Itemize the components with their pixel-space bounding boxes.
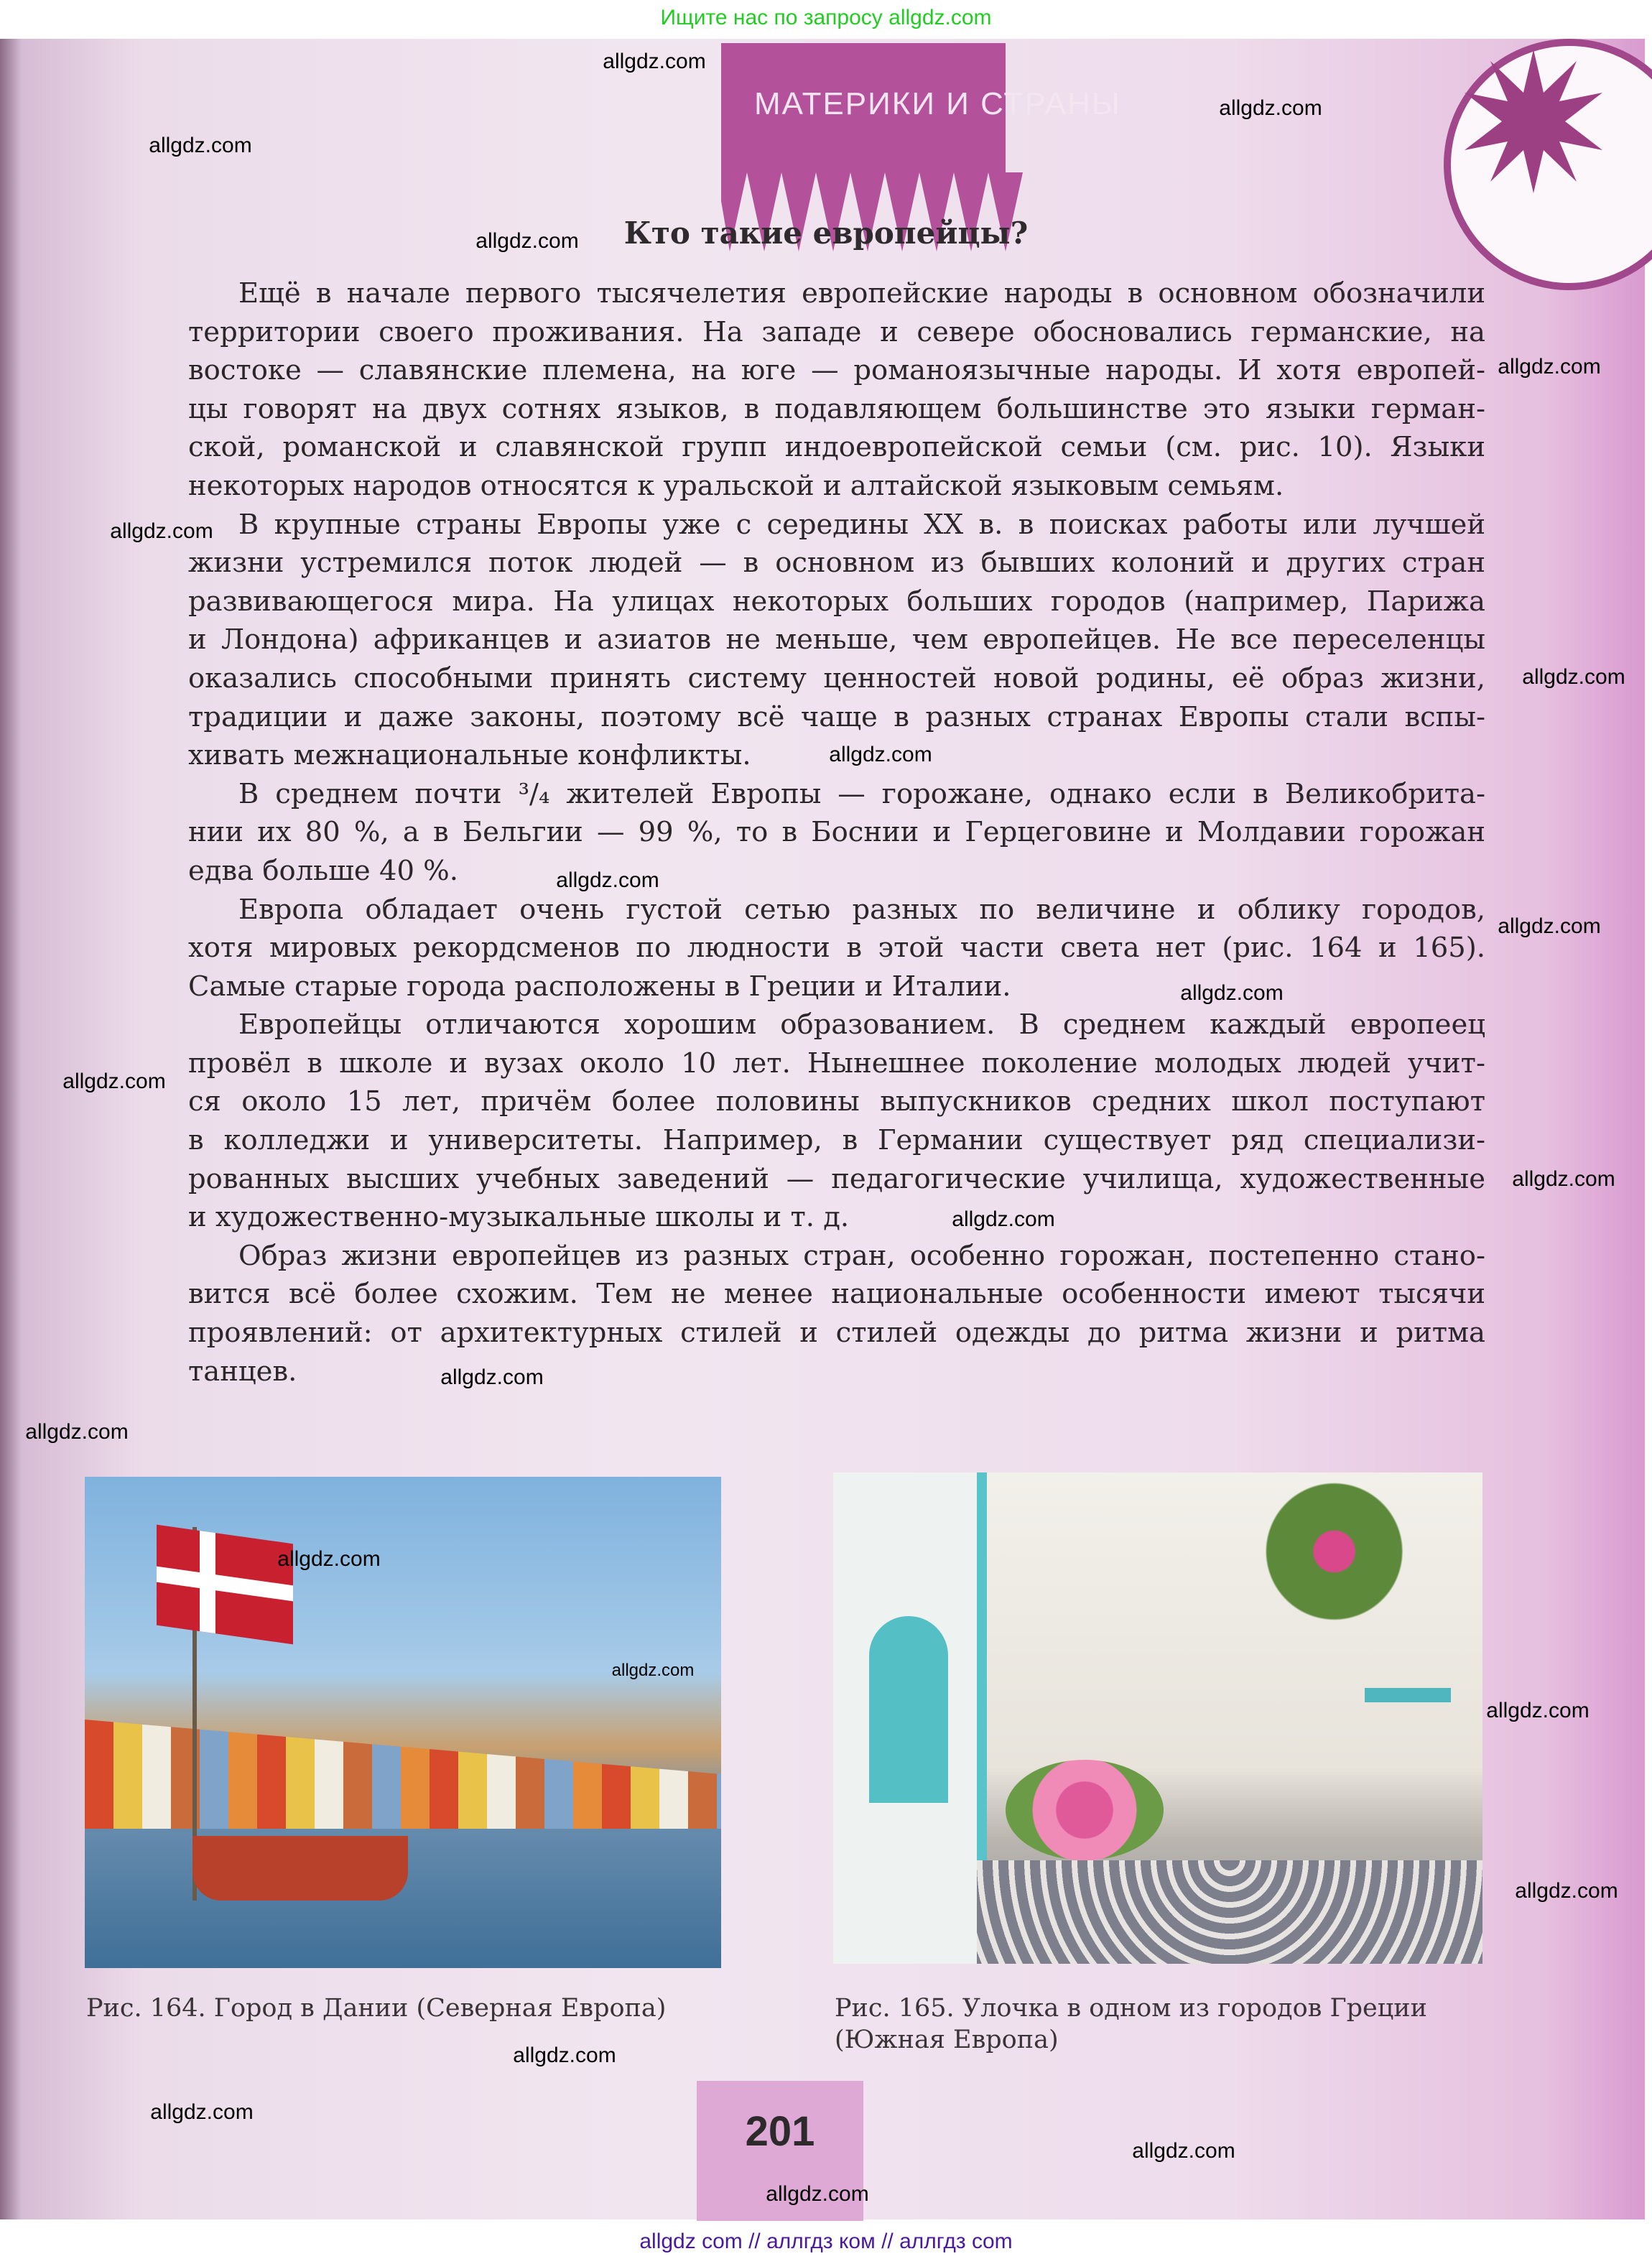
bottom-banner: allgdz com // аллгдз ком // аллгдз com <box>639 2230 1013 2253</box>
text-line: Европа обладает очень густой сетью разных по величине и облику городов, <box>238 893 1485 926</box>
text-line: хотя мировых рекордсменов по людности в этой части света нет (рис. 164 и 165). <box>188 932 1485 965</box>
paragraph <box>188 775 1485 891</box>
text-line: жизни устремился поток людей — в основном из бывших колоний и других стран <box>188 547 1485 580</box>
watermark: allgdz.com <box>110 519 213 543</box>
paragraph <box>188 891 1485 1006</box>
text-line: и художественно-музыкальные школы и т. д. <box>188 1201 850 1234</box>
text-line: Самые старые города расположены в Греции и Италии. <box>188 970 1011 1003</box>
figure-caption-165 <box>835 1992 1427 2056</box>
text-line: хивать межнациональные конфликты. <box>188 739 751 772</box>
watermark: allgdz.com <box>556 868 659 892</box>
watermark: allgdz.com <box>25 1420 129 1444</box>
paragraph <box>188 274 1485 506</box>
text-line: ской, романской и славянской групп индоевропейской семьи (см. рис. 10). Языки <box>188 431 1485 464</box>
watermark: allgdz.com <box>1515 1879 1618 1903</box>
text-line: В крупные страны Европы уже с середины XX в. в поисках работы или лучшей <box>238 508 1485 541</box>
text-line: ся около 15 лет, причём более половины выпускников средних школ поступают <box>188 1085 1485 1118</box>
watermark: allgdz.com <box>440 1365 544 1389</box>
watermark: allgdz.com <box>952 1207 1055 1231</box>
text-line: нии их 80 %, а в Бельгии — 99 %, то в Боснии и Герцеговине и Молдавии горожан <box>188 816 1485 849</box>
section-title: МАТЕРИКИ И СТРАНЫ <box>754 86 1121 121</box>
star-icon <box>1458 50 1609 193</box>
text-line: Европейцы отличаются хорошим образованием. В среднем каждый европеец <box>238 1008 1485 1041</box>
figure-caption-165-line2: (Южная Европа) <box>835 2026 1059 2054</box>
text-line: В среднем почти ³/₄ жителей Европы — горожане, однако если в Великобрита- <box>238 777 1485 810</box>
figure-caption-164: Рис. 164. Город в Дании (Северная Европа) <box>86 1994 667 2023</box>
text-line: рованных высших учебных заведений — педагогические училища, художественные <box>188 1162 1485 1195</box>
text-line: традиции и даже законы, поэтому всё чаще в разных странах Европы стали вспы- <box>188 700 1485 733</box>
photo-greek-street <box>833 1472 1482 1964</box>
watermark: allgdz.com <box>1512 1167 1615 1191</box>
text-line: провёл в школе и вузах около 10 лет. Нынешнее поколение молодых людей учит- <box>188 1047 1485 1080</box>
text-line: в колледжи и университеты. Например, в Германии существует ряд специализи- <box>188 1124 1485 1157</box>
watermark: allgdz.com <box>1132 2139 1235 2163</box>
watermark: allgdz.com <box>611 1661 695 1680</box>
watermark: allgdz.com <box>1180 981 1284 1005</box>
textbook-page <box>0 39 1645 2219</box>
watermark: allgdz.com <box>829 743 932 766</box>
text-line: цы говорят на двух сотнях языков, в подавляющем большинстве это языки герман- <box>188 392 1485 425</box>
text-line: оказались способными принять систему ценностей новой родины, её образ жизни, <box>188 662 1485 695</box>
body-text <box>188 274 1485 1391</box>
paragraph <box>188 506 1485 775</box>
watermark: allgdz.com <box>277 1547 381 1571</box>
photo-denmark-city <box>85 1477 721 1968</box>
text-line: развивающегося мира. На улицах некоторых больших городов (например, Парижа <box>188 585 1485 618</box>
watermark: allgdz.com <box>149 134 252 157</box>
watermark: allgdz.com <box>62 1070 166 1093</box>
watermark: allgdz.com <box>150 2100 254 2124</box>
text-line: и Лондона) африканцев и азиатов не меньше, чем европейцев. Не все переселенцы <box>188 623 1485 657</box>
paragraph <box>188 1237 1485 1391</box>
text-line: проявлений: от архитектурных стилей и стилей одежды до ритма жизни и ритма <box>188 1317 1485 1350</box>
watermark: allgdz.com <box>1522 665 1625 689</box>
text-line: танцев. <box>188 1355 297 1388</box>
danish-flag <box>157 1525 293 1645</box>
text-line: Образ жизни европейцев из разных стран, особенно горожан, постепенно стано- <box>238 1239 1485 1272</box>
text-line: территории своего проживания. На западе и севере обосновались германские, на <box>188 315 1485 348</box>
watermark: allgdz.com <box>1498 914 1601 938</box>
watermark: allgdz.com <box>603 50 706 73</box>
watermark: allgdz.com <box>513 2043 616 2067</box>
watermark: allgdz.com <box>1219 96 1322 120</box>
text-line: Ещё в начале первого тысячелетия европейские народы в основном обозначили <box>238 277 1485 310</box>
paragraph <box>188 1006 1485 1237</box>
watermark: allgdz.com <box>766 2182 869 2206</box>
watermark: allgdz.com <box>1486 1699 1590 1722</box>
watermark: allgdz.com <box>1498 355 1601 379</box>
top-banner: Ищите нас по запросу allgdz.com <box>660 6 992 29</box>
text-line: едва больше 40 %. <box>188 854 458 887</box>
page-number: 201 <box>745 2108 815 2155</box>
figure-caption-165-line1: Рис. 165. Улочка в одном из городов Греции <box>835 1994 1427 2023</box>
text-line: некоторых народов относятся к уральской и алтайской языковым семьям. <box>188 469 1284 502</box>
text-line: востоке — славянские племена, на юге — романоязычные народы. И хотя европей- <box>188 354 1485 387</box>
watermark: allgdz.com <box>475 229 579 253</box>
text-line: вится всё более схожим. Тем не менее национальные особенности имеют тысячи <box>188 1278 1485 1311</box>
page-title: Кто такие европейцы? <box>623 215 1029 251</box>
